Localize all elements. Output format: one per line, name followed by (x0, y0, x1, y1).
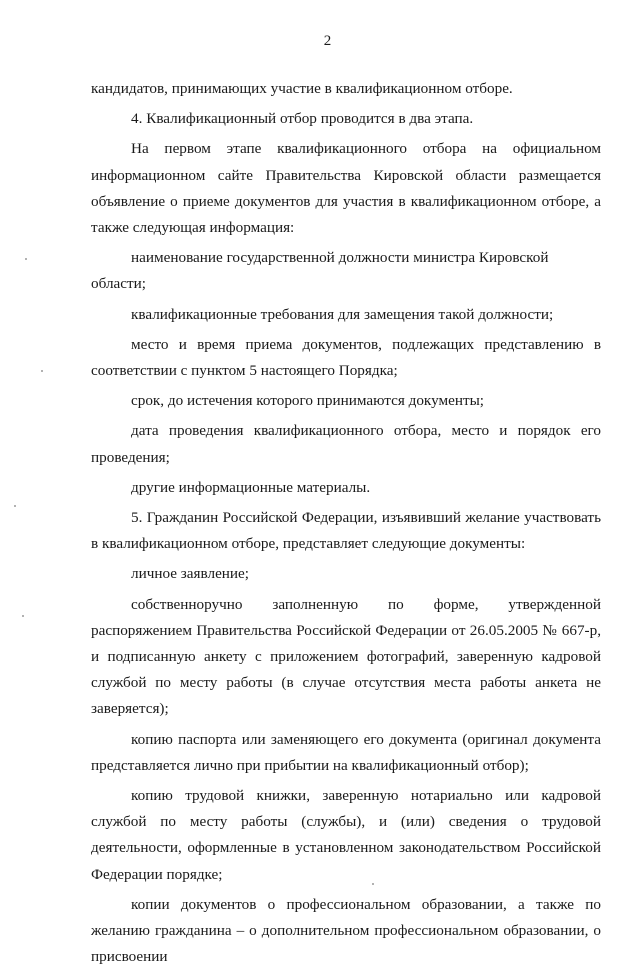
paragraph-first-stage: На первом этапе квалификационного отбора на официальном информационном сайте Правительства Кировской области размещается объявление о приеме документов для участия в квалификационном отборе, а также следующая информация: (91, 140, 601, 237)
paragraph-continuation: кандидатов, принимающих участие в квалификационном отборе. (91, 80, 513, 97)
list-item-personal-statement: личное заявление; (131, 565, 250, 583)
page-number: 2 (323, 33, 332, 49)
list-item-questionnaire: собственноручно заполненную по форме, утвержденной распоряжением Правительства Российской Федерации от 26.05.2005 № 667-р, и подписанную анкету с приложением фотографий, заверенную кадровой службой по месту работы (в случае отсутствия места работы анкета не заверяется); (91, 595, 601, 718)
scan-speck (41, 370, 43, 372)
list-item-other-materials: другие информационные материалы. (131, 478, 371, 496)
paragraph-item-4: 4. Квалификационный отбор проводится в два этапа. (131, 110, 474, 128)
list-item-deadline: срок, до истечения которого принимаются документы; (131, 392, 485, 410)
list-item-place-and-time: место и время приема документов, подлежащих представлению в соответствии с пунктом 5 настоящего Порядка; (91, 335, 601, 380)
list-item-position-name: наименование государственной должности министра Кировской области; (91, 249, 549, 293)
list-item-qualification-requirements: квалификационные требования для замещения такой должности; (131, 305, 554, 323)
scan-speck (22, 615, 24, 617)
scan-speck (25, 258, 27, 260)
list-item-selection-date: дата проведения квалификационного отбора, место и порядок его проведения; (91, 422, 601, 466)
list-item-education-documents: копии документов о профессиональном образовании, а также по желанию гражданина – о дополнительном профессиональном образовании, о присвоении (91, 895, 601, 966)
list-item-passport-copy: копию паспорта или заменяющего его документа (оригинал документа представляется лично при прибытии на квалификационный отбор); (91, 730, 601, 774)
list-item-employment-record: копию трудовой книжки, заверенную нотариально или кадровой службой по месту работы (службы), и (или) сведения о трудовой деятельности, оформленные в установленном законодательством Российской Федерации порядке; (91, 787, 601, 883)
document-body (91, 76, 601, 971)
paragraph-item-5: 5. Гражданин Российской Федерации, изъявивший желание участвовать в квалификационном отборе, представляет следующие документы: (91, 509, 601, 553)
scan-speck (372, 883, 374, 885)
scan-speck (14, 505, 16, 507)
